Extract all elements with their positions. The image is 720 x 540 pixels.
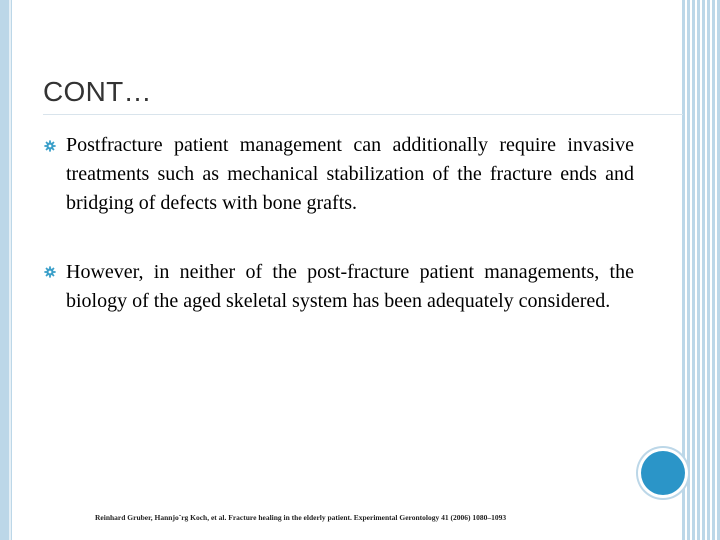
reference-citation: Reinhard Gruber, Hannjo¨rg Koch, et al. Fracture healing in the elderly patient. Experimental Gerontology 41 (2006) 1080–1093 xyxy=(95,513,507,522)
bullet-text-2: However, in neither of the post-fracture patient managements, the biology of the aged skeletal system has been adequately considered. xyxy=(66,261,634,312)
gear-icon xyxy=(44,140,56,152)
gear-icon xyxy=(44,266,56,278)
slide-title: CONT… xyxy=(43,76,152,107)
circle-ornament xyxy=(641,451,685,495)
bullet-text-1: Postfracture patient management can additionally require invasive treatments such as mechanical stabilization of the fracture ends and bridging of defects with bone grafts. xyxy=(66,134,634,214)
title-divider xyxy=(43,114,683,115)
left-border-line xyxy=(9,0,11,540)
right-stripes-decoration xyxy=(682,0,720,540)
